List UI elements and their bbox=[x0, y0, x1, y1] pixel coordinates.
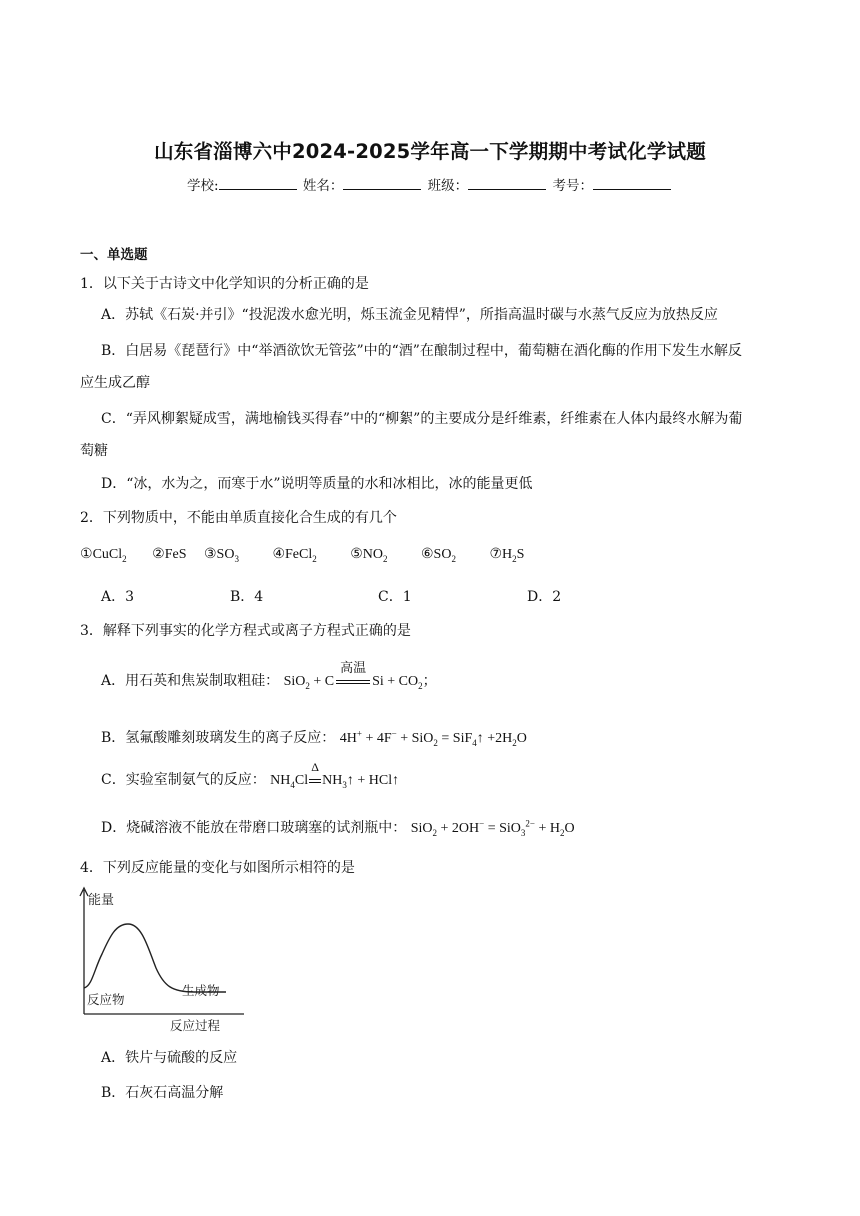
question-1-option-c-line2[interactable]: 萄糖 bbox=[80, 443, 108, 459]
question-1-option-d[interactable]: D．“冰，水为之，而寒于水”说明等质量的水和冰相比，冰的能量更低 bbox=[101, 476, 533, 492]
question-3-option-c[interactable]: C．实验室制氨气的反应： $NH_4Cl$ Δ $NH_3↑$ + HCl↑ bbox=[101, 760, 400, 790]
class-blank[interactable] bbox=[468, 177, 546, 190]
product-label: 生成物 bbox=[182, 983, 220, 998]
question-2-option-a[interactable]: A．3 bbox=[101, 589, 135, 605]
class-label: 班级： bbox=[427, 178, 469, 194]
school-label: 学校: bbox=[187, 178, 219, 194]
name-blank[interactable] bbox=[343, 177, 421, 190]
energy-diagram bbox=[76, 884, 256, 1036]
name-label: 姓名： bbox=[302, 178, 344, 194]
x-axis-label: 反应过程 bbox=[170, 1018, 221, 1033]
question-2-option-b[interactable]: B．4 bbox=[230, 589, 264, 605]
question-2-option-c[interactable]: C．1 bbox=[378, 589, 412, 605]
section-heading-single-choice: 一、单选题 bbox=[80, 247, 148, 263]
question-1-option-b-line1[interactable]: B．白居易《琵琶行》中“举酒欲饮无管弦”中的“酒”在酿制过程中，葡萄糖在酒化酶的作用下发生水解反 bbox=[101, 343, 742, 359]
exam-number-blank[interactable] bbox=[593, 177, 671, 190]
question-2-substance-list: ①CuCl$_2$ ②FeS $③SO_3$ ④FeCl$_2$ $⑤NO_2$ $⑥SO_2$ $⑦H_2S$ bbox=[80, 547, 525, 564]
question-3-stem: 3．解释下列事实的化学方程式或离子方程式正确的是 bbox=[80, 623, 411, 639]
question-3-option-a[interactable]: A．用石英和焦炭制取粗硅： SiO$_2$ + C 高温 $Si + CO_2$； bbox=[101, 670, 437, 690]
condition-high-temp: 高温 bbox=[340, 660, 367, 675]
y-axis-label: 能量 bbox=[88, 893, 115, 908]
question-4-stem: 4．下列反应能量的变化与如图所示相符的是 bbox=[80, 860, 355, 876]
question-2-stem: 2．下列物质中，不能由单质直接化合生成的有几个 bbox=[80, 510, 397, 526]
reactant-label: 反应物 bbox=[87, 992, 125, 1007]
school-blank[interactable] bbox=[219, 177, 297, 190]
question-1-option-c-line1[interactable]: C．“弄风柳絮疑成雪，满地榆钱买得春”中的“柳絮”的主要成分是纤维素，纤维素在人体内最终水解为葡 bbox=[101, 411, 743, 427]
exam-title: 山东省淄博六中2024-2025学年高一下学期期中考试化学试题 bbox=[154, 140, 706, 163]
energy-curve bbox=[84, 924, 226, 992]
student-info-line bbox=[0, 174, 860, 194]
condition-heat: Δ bbox=[311, 760, 319, 774]
question-2-option-d[interactable]: D．2 bbox=[527, 589, 562, 605]
question-3-option-d[interactable]: D．烧碱溶液不能放在带磨口玻璃塞的试剂瓶中： $SiO_2 + 2OH^- = SiO_3^{2-} + H_2O$ bbox=[101, 818, 575, 838]
question-4-option-a[interactable]: A．铁片与硫酸的反应 bbox=[101, 1050, 238, 1066]
exam-number-label: 考号： bbox=[552, 178, 593, 194]
question-1-stem: 1．以下关于古诗文中化学知识的分析正确的是 bbox=[80, 276, 369, 292]
question-4-option-b[interactable]: B．石灰石高温分解 bbox=[101, 1085, 224, 1101]
question-1-option-a[interactable]: A．苏轼《石炭·并引》“投泥泼水愈光明，烁玉流金见精悍”，所指高温时碳与水蒸气反应为放热反应 bbox=[101, 307, 718, 323]
question-3-option-b[interactable]: B．氢氟酸雕刻玻璃发生的离子反应： 4H+ + 4F− + SiO$_2$ = SiF$_4$↑ $+2H_2O$ bbox=[101, 728, 527, 748]
question-1-option-b-line2[interactable]: 应生成乙醇 bbox=[80, 375, 150, 391]
